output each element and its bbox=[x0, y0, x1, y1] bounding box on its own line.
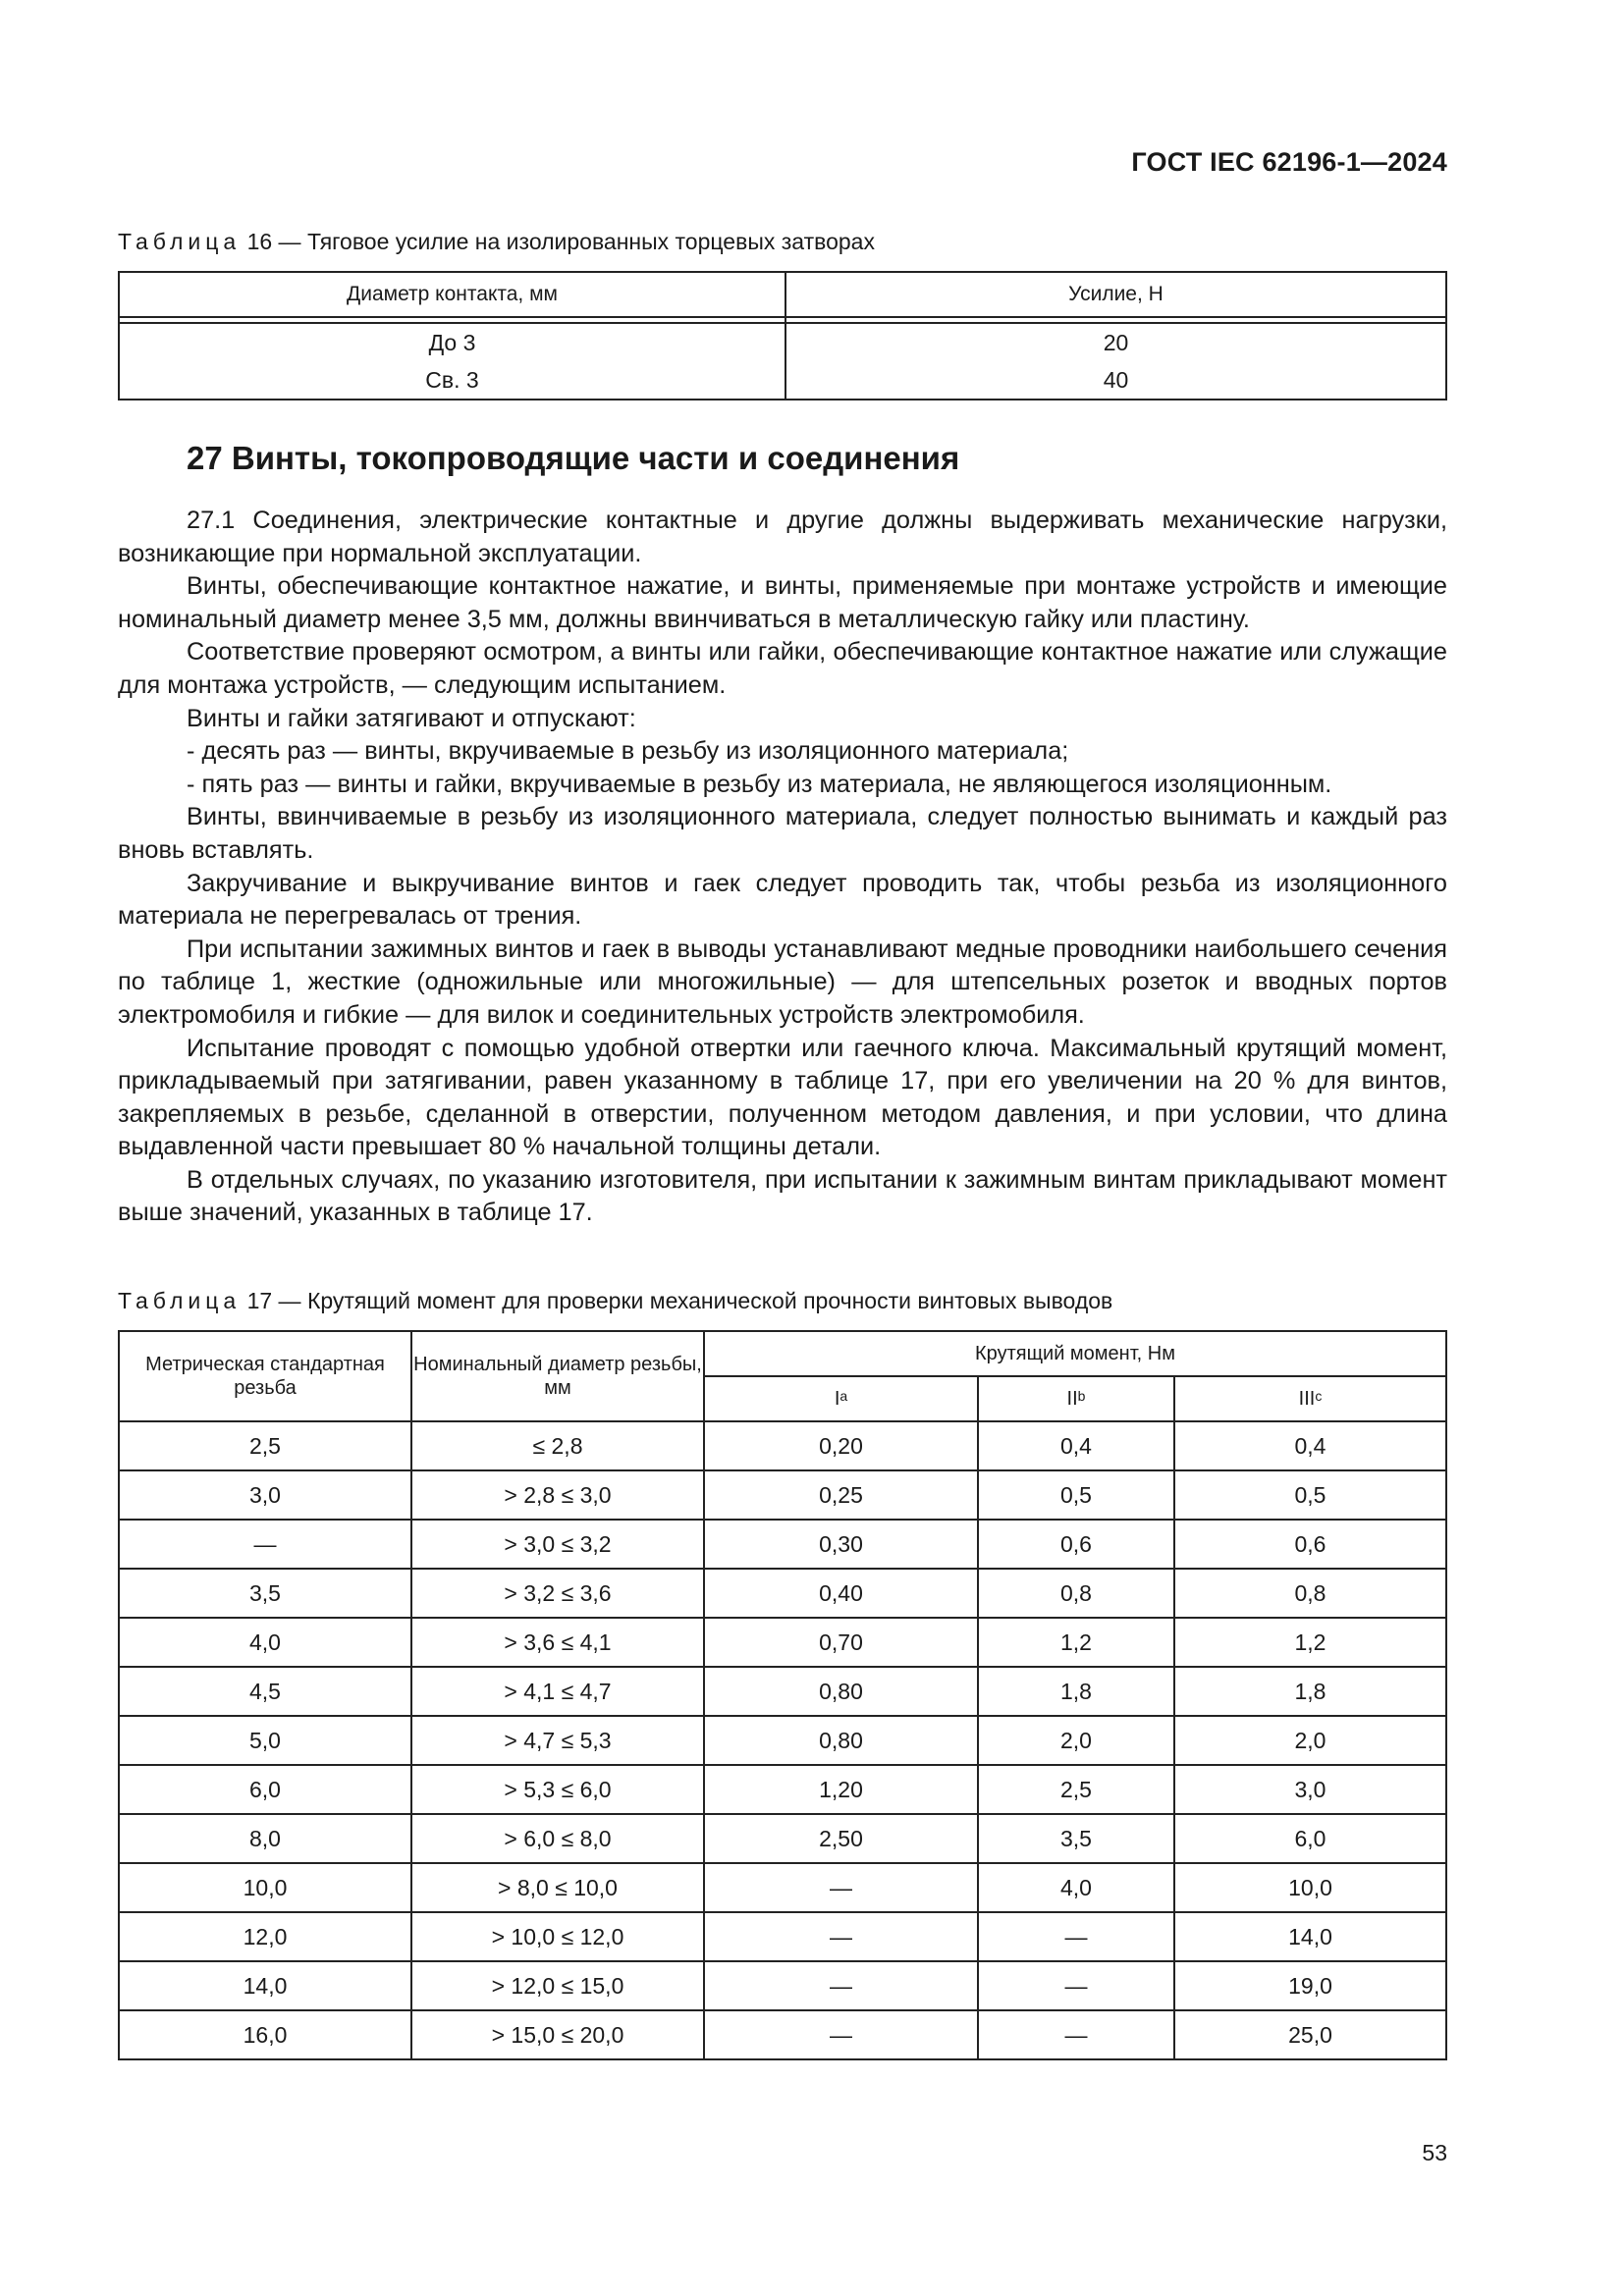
torque-III-cell: 0,5 bbox=[1174, 1470, 1446, 1520]
table17-body bbox=[119, 1421, 1446, 2059]
table16 bbox=[118, 271, 1447, 400]
table-row bbox=[119, 1863, 1446, 1912]
diameter-cell: > 3,2 ≤ 3,6 bbox=[411, 1569, 704, 1618]
diameter-cell: > 15,0 ≤ 20,0 bbox=[411, 2010, 704, 2059]
table16-diameter-cell bbox=[119, 323, 785, 400]
thread-cell: — bbox=[119, 1520, 411, 1569]
torque-II-cell: 1,2 bbox=[978, 1618, 1174, 1667]
thread-cell: 14,0 bbox=[119, 1961, 411, 2010]
torque-II-cell: 3,5 bbox=[978, 1814, 1174, 1863]
paragraph: Винты, ввинчиваемые в резьбу из изоляционного материала, следует полностью вынимать и каждый раз вновь вставлять. bbox=[118, 803, 1447, 864]
table-row bbox=[119, 1569, 1446, 1618]
diameter-cell: > 4,1 ≤ 4,7 bbox=[411, 1667, 704, 1716]
table16-caption bbox=[118, 229, 875, 255]
page-number: 53 bbox=[1422, 2140, 1447, 2165]
diameter-cell: ≤ 2,8 bbox=[411, 1421, 704, 1470]
table16-diameter-value: Св. 3 bbox=[425, 367, 479, 393]
table17-subheader-III: III$^c$ bbox=[1174, 1376, 1446, 1421]
paragraph: Соответствие проверяют осмотром, а винты или гайки, обеспечивающие контактное нажатие или служащие для монтажа устройств, — следующим испытанием. bbox=[118, 638, 1447, 699]
torque-III-cell: 3,0 bbox=[1174, 1765, 1446, 1814]
thread-cell: 3,5 bbox=[119, 1569, 411, 1618]
document-code: ГОСТ IEC 62196-1—2024 bbox=[1131, 147, 1447, 177]
torque-I-cell: — bbox=[704, 1912, 978, 1961]
diameter-cell: > 4,7 ≤ 5,3 bbox=[411, 1716, 704, 1765]
thread-cell: 5,0 bbox=[119, 1716, 411, 1765]
section-body bbox=[118, 505, 1447, 1230]
torque-II-cell: 2,0 bbox=[978, 1716, 1174, 1765]
diameter-cell: > 8,0 ≤ 10,0 bbox=[411, 1863, 704, 1912]
torque-II-cell: — bbox=[978, 2010, 1174, 2059]
diameter-cell: > 10,0 ≤ 12,0 bbox=[411, 1912, 704, 1961]
paragraph: Закручивание и выкручивание винтов и гаек следует проводить так, чтобы резьба из изоляционного материала не перегревалась от трения. bbox=[118, 869, 1447, 931]
torque-I-cell: 0,30 bbox=[704, 1520, 978, 1569]
thread-cell: 4,0 bbox=[119, 1618, 411, 1667]
diameter-cell: > 3,0 ≤ 3,2 bbox=[411, 1520, 704, 1569]
table-row bbox=[119, 1470, 1446, 1520]
paragraph: Испытание проводят с помощью удобной отвертки или гаечного ключа. Максимальный крутящий момент, прикладываемый при затягивании, равен указанному в таблице 17, при его увеличении на 20 % для винтов, закрепляемых в резьбе, сделанной в отверстии, полученном методом давления, и при условии, что длина выдавленной части превышает 80 % начальной толщины детали. bbox=[118, 1034, 1447, 1161]
torque-III-cell: 0,4 bbox=[1174, 1421, 1446, 1470]
table-row bbox=[119, 1667, 1446, 1716]
torque-II-cell: — bbox=[978, 1912, 1174, 1961]
table-row bbox=[119, 1618, 1446, 1667]
thread-cell: 4,5 bbox=[119, 1667, 411, 1716]
table-row bbox=[119, 1961, 1446, 2010]
list-item: - пять раз — винты и гайки, вкручиваемые в резьбу из материала, не являющегося изоляционным. bbox=[187, 770, 1332, 798]
table16-header-force: Усилие, Н bbox=[785, 272, 1446, 317]
torque-II-cell: 1,8 bbox=[978, 1667, 1174, 1716]
torque-I-cell: 0,80 bbox=[704, 1716, 978, 1765]
torque-III-cell: 1,8 bbox=[1174, 1667, 1446, 1716]
table17-header-thread: Метрическая стандартная резьба bbox=[119, 1331, 411, 1421]
diameter-cell: > 3,6 ≤ 4,1 bbox=[411, 1618, 704, 1667]
table16-force-cell bbox=[785, 323, 1446, 400]
table16-force-value: 40 bbox=[1103, 367, 1129, 393]
diameter-cell: > 12,0 ≤ 15,0 bbox=[411, 1961, 704, 2010]
torque-I-cell: — bbox=[704, 2010, 978, 2059]
torque-III-cell: 6,0 bbox=[1174, 1814, 1446, 1863]
torque-III-cell: 0,8 bbox=[1174, 1569, 1446, 1618]
table17 bbox=[118, 1330, 1447, 2060]
torque-II-cell: 0,4 bbox=[978, 1421, 1174, 1470]
torque-I-cell: 0,40 bbox=[704, 1569, 978, 1618]
paragraph: Винты, обеспечивающие контактное нажатие, и винты, применяемые при монтаже устройств и имеющие номинальный диаметр менее 3,5 мм, должны ввинчиваться в металлическую гайку или пластину. bbox=[118, 572, 1447, 633]
thread-cell: 8,0 bbox=[119, 1814, 411, 1863]
table17-subheader-II: $II^b$ bbox=[978, 1376, 1174, 1421]
table16-force-value: 20 bbox=[1103, 330, 1129, 355]
thread-cell: 16,0 bbox=[119, 2010, 411, 2059]
paragraph: В отдельных случаях, по указанию изготовителя, при испытании к зажимным винтам прикладывают момент выше значений, указанных в таблице 17. bbox=[118, 1165, 1447, 1227]
thread-cell: 3,0 bbox=[119, 1470, 411, 1520]
torque-I-cell: 0,70 bbox=[704, 1618, 978, 1667]
torque-III-cell: 1,2 bbox=[1174, 1618, 1446, 1667]
paragraph: 27.1 Соединения, электрические контактные и другие должны выдерживать механические нагрузки, возникающие при нормальной эксплуатации. bbox=[118, 507, 1447, 567]
table-row bbox=[119, 1814, 1446, 1863]
table-row bbox=[119, 1421, 1446, 1470]
table16-diameter-value: До 3 bbox=[428, 330, 476, 355]
paragraph: При испытании зажимных винтов и гаек в выводы устанавливают медные проводники наибольшего сечения по таблице 1, жесткие (одножильные или многожильные) — для штепсельных розеток и вводных портов электромобиля и гибкие — для вилок и соединительных устройств электромобиля. bbox=[118, 934, 1447, 1029]
torque-II-cell: 0,6 bbox=[978, 1520, 1174, 1569]
table17-caption-label: Таблица bbox=[118, 1288, 242, 1313]
list-item: - десять раз — винты, вкручиваемые в резьбу из изоляционного материала; bbox=[187, 737, 1069, 766]
table17-header-diameter: Номинальный диаметр резьбы, мм bbox=[411, 1331, 704, 1421]
torque-I-cell: 0,25 bbox=[704, 1470, 978, 1520]
paragraph: Винты и гайки затягивают и отпускают: bbox=[187, 704, 636, 732]
diameter-cell: > 6,0 ≤ 8,0 bbox=[411, 1814, 704, 1863]
torque-I-cell: 0,20 bbox=[704, 1421, 978, 1470]
table17-header-torque: Крутящий момент, Нм bbox=[704, 1331, 1446, 1376]
torque-III-cell: 25,0 bbox=[1174, 2010, 1446, 2059]
torque-III-cell: 10,0 bbox=[1174, 1863, 1446, 1912]
table-row bbox=[119, 2010, 1446, 2059]
torque-I-cell: 0,80 bbox=[704, 1667, 978, 1716]
table16-header-diameter: Диаметр контакта, мм bbox=[119, 272, 785, 317]
table-row bbox=[119, 1716, 1446, 1765]
torque-III-cell: 2,0 bbox=[1174, 1716, 1446, 1765]
table17-caption bbox=[118, 1288, 1112, 1314]
thread-cell: 12,0 bbox=[119, 1912, 411, 1961]
table16-caption-text: 16 — Тяговое усилие на изолированных торцевых затворах bbox=[246, 229, 875, 254]
section-title: 27 Винты, токопроводящие части и соединения bbox=[187, 440, 960, 476]
torque-II-cell: — bbox=[978, 1961, 1174, 2010]
torque-II-cell: 2,5 bbox=[978, 1765, 1174, 1814]
thread-cell: 6,0 bbox=[119, 1765, 411, 1814]
torque-I-cell: 2,50 bbox=[704, 1814, 978, 1863]
torque-III-cell: 0,6 bbox=[1174, 1520, 1446, 1569]
torque-II-cell: 0,8 bbox=[978, 1569, 1174, 1618]
diameter-cell: > 5,3 ≤ 6,0 bbox=[411, 1765, 704, 1814]
table17-subheader-I: $I^a$ bbox=[704, 1376, 978, 1421]
torque-II-cell: 4,0 bbox=[978, 1863, 1174, 1912]
thread-cell: 2,5 bbox=[119, 1421, 411, 1470]
torque-I-cell: 1,20 bbox=[704, 1765, 978, 1814]
torque-I-cell: — bbox=[704, 1863, 978, 1912]
table16-caption-label: Таблица bbox=[118, 229, 242, 254]
torque-III-cell: 19,0 bbox=[1174, 1961, 1446, 2010]
torque-III-cell: 14,0 bbox=[1174, 1912, 1446, 1961]
table-row bbox=[119, 1520, 1446, 1569]
torque-I-cell: — bbox=[704, 1961, 978, 2010]
table-row bbox=[119, 1765, 1446, 1814]
diameter-cell: > 2,8 ≤ 3,0 bbox=[411, 1470, 704, 1520]
torque-II-cell: 0,5 bbox=[978, 1470, 1174, 1520]
thread-cell: 10,0 bbox=[119, 1863, 411, 1912]
table17-caption-text: 17 — Крутящий момент для проверки механической прочности винтовых выводов bbox=[246, 1288, 1113, 1313]
table-row bbox=[119, 1912, 1446, 1961]
